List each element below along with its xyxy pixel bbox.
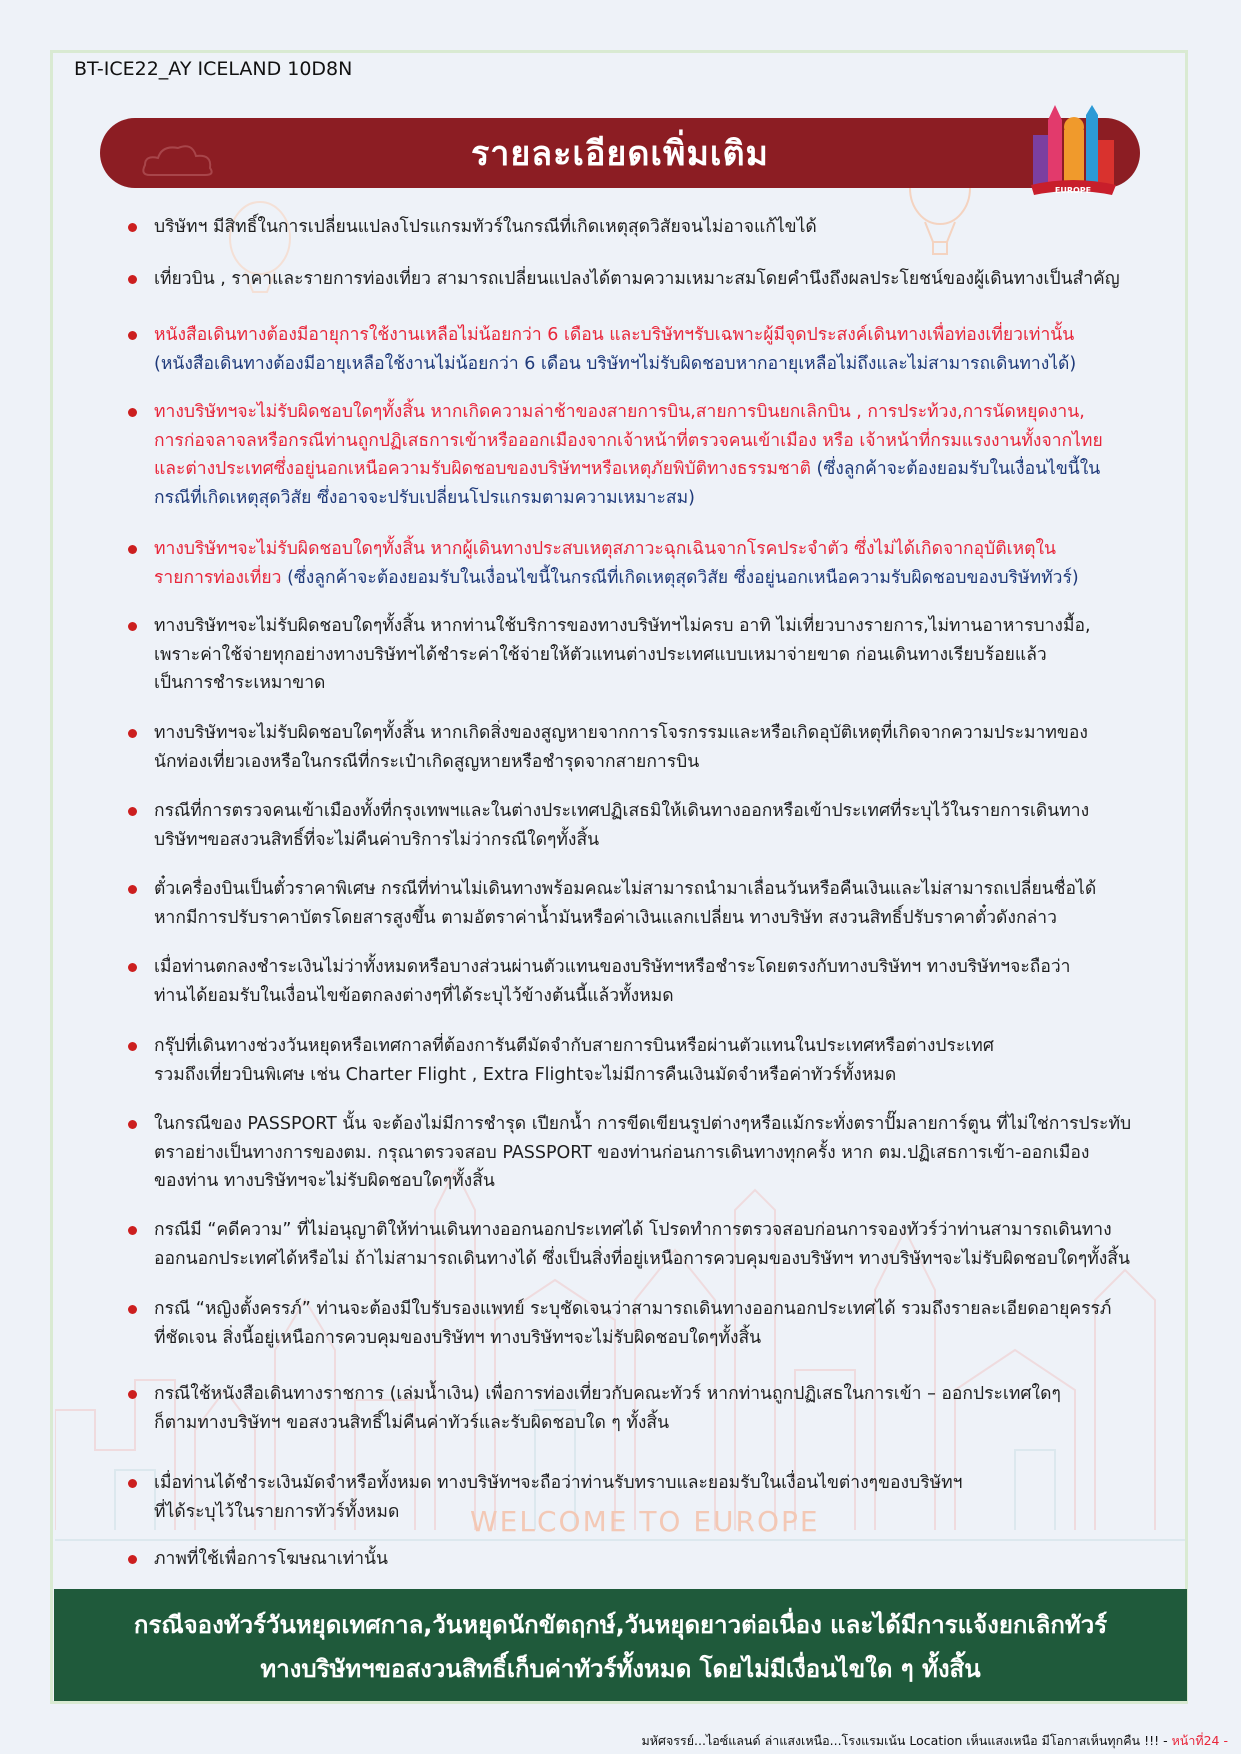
bullet-icon bbox=[128, 223, 137, 232]
item-text-segment: เพราะค่าใช้จ่ายทุกอย่างทางบริษัทฯได้ชำระค่าใช้จ่ายให้ตัวแทนต่างประเทศแบบเหมาจ่ายขาด ก่อนเดินทางเรียบร้อยแล้ว bbox=[154, 644, 1047, 665]
item-text bbox=[154, 612, 1091, 698]
item-text bbox=[154, 875, 1096, 932]
bullet-icon bbox=[128, 622, 137, 631]
item-line bbox=[154, 1545, 388, 1574]
item-line bbox=[154, 484, 1103, 513]
item-line bbox=[154, 1245, 1130, 1274]
item-text-segment: ที่ชัดเจน สิ่งนี้อยู่เหนือการควบคุมของบริษัทฯ ทางบริษัทฯจะไม่รับผิดชอบใดๆทั้งสิ้น bbox=[154, 1327, 762, 1348]
bullet-icon bbox=[128, 1226, 137, 1235]
item-text-segment: กรณีที่เกิดเหตุสุดวิสัย ซึ่งอาจจะปรับเปลี่ยนโปรแกรมตามความเหมาะสม) bbox=[154, 487, 695, 508]
bullet-icon bbox=[128, 408, 137, 417]
item-text-segment: รายการท่องเที่ยว bbox=[154, 567, 288, 588]
item-line bbox=[154, 1295, 1111, 1324]
item-line bbox=[154, 875, 1096, 904]
item-line bbox=[154, 826, 1089, 855]
bullet-icon bbox=[128, 1042, 137, 1051]
item-text-segment: ทางบริษัทฯจะไม่รับผิดชอบใดๆทั้งสิ้น หากเกิดสิ่งของสูญหายจากการโจรกรรมและหรือเกิดอุบัติเหตุที่เกิดจากความประมาทของ bbox=[154, 723, 1088, 743]
item-text-segment: ในกรณีของ PASSPORT นั้น จะต้องไม่มีการชำรุด เปียกน้ำ การขีดเขียนรูปต่างๆหรือแม้กระทั่งตราปั๊มลายการ์ตูน ที่ไม่ใช่การประทับ bbox=[154, 1114, 1132, 1134]
item-text-segment: เป็นการชำระเหมาขาด bbox=[154, 673, 326, 693]
bullet-icon bbox=[128, 1555, 137, 1564]
bullet-icon bbox=[128, 1120, 137, 1129]
bullet-icon bbox=[128, 275, 137, 284]
item-text-segment: กรณีใช้หนังสือเดินทางราชการ (เล่มน้ำเงิน) เพื่อการท่องเที่ยวกับคณะทัวร์ หากท่านถูกปฏิเสธในการเข้า – ออกประเทศใดๆ bbox=[154, 1384, 1061, 1404]
item-line bbox=[154, 398, 1103, 427]
page-title: รายละเอียดเพิ่มเติม bbox=[471, 134, 769, 174]
item-text-segment: ตั๋วเครื่องบินเป็นตั๋วราคาพิเศษ กรณีที่ท่านไม่เดินทางพร้อมคณะไม่สามารถนำมาเลื่อนวันหรือคืนเงินและไม่สามารถเปลี่ยนชื่อได้ bbox=[154, 879, 1097, 899]
bullet-icon bbox=[128, 1390, 137, 1399]
item-text bbox=[154, 1545, 388, 1574]
item-text-segment: ทางบริษัทฯจะไม่รับผิดชอบใดๆทั้งสิ้น หากเกิดความล่าช้าของสายการบิน,สายการบินยกเลิกบิน , การประท้วง,การนัดหยุดงาน, bbox=[154, 402, 1085, 422]
item-text-segment: กรณีมี “คดีความ” ที่ไม่อนุญาติให้ท่านเดินทางออกนอกประเทศได้ โปรดทำการตรวจสอบก่อนการจองทัวร์ว่าท่านสามารถเดินทาง bbox=[154, 1220, 1112, 1240]
item-line bbox=[154, 1324, 1111, 1353]
item-text-segment: เมื่อท่านได้ชำระเงินมัดจำหรือทั้งหมด ทางบริษัทฯจะถือว่าท่านรับทราบและยอมรับในเงื่อนไขต่างๆของบริษัทฯ bbox=[154, 1473, 963, 1493]
bullet-icon bbox=[128, 885, 137, 894]
page-number: หน้าที่24 - bbox=[1171, 1733, 1228, 1748]
item-line bbox=[154, 1139, 1131, 1168]
item-line bbox=[154, 350, 1076, 379]
item-line bbox=[154, 213, 817, 242]
item-text-segment: เมื่อท่านตกลงชำระเงินไม่ว่าทั้งหมดหรือบางส่วนผ่านตัวแทนของบริษัทฯหรือชำระโดยตรงกับทางบริษัทฯ ทางบริษัทฯจะถือว่า bbox=[154, 957, 1071, 977]
item-line bbox=[154, 535, 1079, 564]
item-text-segment: ของท่าน ทางบริษัทฯจะไม่รับผิดชอบใดๆทั้งสิ้น bbox=[154, 1171, 495, 1191]
item-text-segment: การก่อจลาจลหรือกรณีท่านถูกปฏิเสธการเข้าหรือออกเมืองจากเจ้าหน้าที่ตรวจคนเข้าเมือง หรือ เจ้าหน้าที่กรมแรงงานทั้งจากไทย bbox=[154, 430, 1103, 451]
item-text-segment: ตราอย่างเป็นทางการของตม. กรุณาตรวจสอบ PASSPORT ของท่านก่อนการเดินทางทุกครั้ง หาก ตม.ปฏิเสธการเข้า-ออกเมือง bbox=[154, 1142, 1090, 1163]
item-text-segment: และต่างประเทศซึ่งอยู่นอกเหนือความรับผิดชอบของบริษัทฯหรือเหตุภัยพิบัติทางธรรมชาติ bbox=[154, 459, 817, 479]
notice-line-2: ทางบริษัทฯขอสงวนสิทธิ์เก็บค่าทัวร์ทั้งหมด โดยไม่มีเงื่อนไขใด ๆ ทั้งสิ้น bbox=[260, 1655, 981, 1683]
item-text-segment: กรุ๊ปที่เดินทางช่วงวันหยุดหรือเทศกาลที่ต้องการันตีมัดจำกับสายการบินหรือผ่านตัวแทนในประเทศหรือต่างประเทศ bbox=[154, 1036, 994, 1056]
item-line bbox=[154, 1498, 963, 1527]
item-line bbox=[154, 669, 1091, 698]
item-line bbox=[154, 564, 1079, 593]
item-text-segment: กรณี “หญิงตั้งครรภ์” ท่านจะต้องมีใบรับรองแพทย์ ระบุชัดเจนว่าสามารถเดินทางออกนอกประเทศได้ รวมถึงรายละเอียดอายุครรภ์ bbox=[154, 1299, 1112, 1319]
europe-badge-icon bbox=[1028, 105, 1118, 200]
item-text-segment: ก็ตามทางบริษัทฯ ขอสงวนสิทธิ์ไม่คืนค่าทัวร์และรับผิดชอบใด ๆ ทั้งสิ้น bbox=[154, 1412, 670, 1433]
item-text-segment: (หนังสือเดินทางต้องมีอายุเหลือใช้งานไม่น้อยกว่า 6 เดือน บริษัทฯไม่รับผิดชอบหากอายุเหลือไม่ถึงและไม่สามารถเดินทางได้) bbox=[154, 353, 1077, 374]
bullet-icon bbox=[128, 545, 137, 554]
title-banner bbox=[100, 118, 1140, 188]
bullet-icon bbox=[128, 1305, 137, 1314]
item-text-segment: (ซึ่งลูกค้าจะต้องยอมรับในเงื่อนไขนี้ในกรณีที่เกิดเหตุสุดวิสัย ซึ่งอยู่นอกเหนือความรับผิดชอบของบริษัททัวร์) bbox=[287, 567, 1079, 588]
item-text bbox=[154, 398, 1103, 512]
welcome-watermark: WELCOME TO EUROPE bbox=[470, 1505, 820, 1538]
document-code: BT-ICE22_AY ICELAND 10D8N bbox=[74, 58, 353, 80]
item-line bbox=[154, 1380, 1061, 1409]
item-text-segment: ที่ได้ระบุไว้ในรายการทัวร์ทั้งหมด bbox=[154, 1501, 400, 1522]
item-text-segment: เที่ยวบิน , ราคาและรายการท่องเที่ยว สามารถเปลี่ยนแปลงได้ตามความเหมาะสมโดยคำนึงถึงผลประโยชน์ของผู้เดินทางเป็นสำคัญ bbox=[154, 269, 1120, 289]
item-text-segment: รวมถึงเที่ยวบินพิเศษ เช่น Charter Flight , Extra Flightจะไม่มีการคืนเงินมัดจำหรือค่าทัวร์ทั้งหมด bbox=[154, 1064, 897, 1085]
item-text-segment: (ซึ่งลูกค้าจะต้องยอมรับในเงื่อนไขนี้ใน bbox=[816, 459, 1101, 479]
item-text bbox=[154, 1469, 963, 1526]
bullet-icon bbox=[128, 1479, 137, 1488]
item-text bbox=[154, 719, 1088, 776]
item-text-segment: นักท่องเที่ยวเองหรือในกรณีที่กระเป๋าเกิดสูญหายหรือชำรุดจากสายการบิน bbox=[154, 751, 700, 772]
bullet-icon bbox=[128, 963, 137, 972]
item-line bbox=[154, 953, 1071, 982]
item-line bbox=[154, 797, 1089, 826]
item-line bbox=[154, 1061, 994, 1090]
cancellation-notice-banner bbox=[54, 1589, 1187, 1701]
item-text bbox=[154, 1380, 1061, 1437]
notice-line-1: กรณีจองทัวร์วันหยุดเทศกาล,วันหยุดนักขัตฤกษ์,วันหยุดยาวต่อเนื่อง และได้มีการแจ้งยกเลิกทัวร์ bbox=[133, 1611, 1108, 1639]
item-text-segment: บริษัทฯ มีสิทธิ์ในการเปลี่ยนแปลงโปรแกรมทัวร์ในกรณีที่เกิดเหตุสุดวิสัยจนไม่อาจแก้ไขได้ bbox=[154, 217, 817, 237]
item-line bbox=[154, 1216, 1130, 1245]
footer-text: มหัศจรรย์...ไอซ์แลนด์ ล่าแสงเหนือ...โรงแรมเน้น Location เห็นแสงเหนือ มีโอกาสเห็นทุกคืน !!! - bbox=[641, 1733, 1172, 1748]
item-line bbox=[154, 1409, 1061, 1438]
item-text bbox=[154, 797, 1089, 854]
item-text bbox=[154, 535, 1079, 592]
item-text-segment: บริษัทฯขอสงวนสิทธิ์ที่จะไม่คืนค่าบริการไม่ว่ากรณีใดๆทั้งสิ้น bbox=[154, 829, 600, 850]
item-text bbox=[154, 213, 817, 242]
item-line bbox=[154, 1167, 1131, 1196]
item-line bbox=[154, 1469, 963, 1498]
item-text bbox=[154, 265, 1120, 294]
bullet-icon bbox=[128, 729, 137, 738]
item-line bbox=[154, 265, 1120, 294]
item-text-segment: ท่านได้ยอมรับในเงื่อนไขข้อตกลงต่างๆที่ได้ระบุไว้ข้างต้นนี้แล้วทั้งหมด bbox=[154, 985, 674, 1006]
cloud-icon bbox=[140, 140, 220, 180]
badge-text: EUROPE bbox=[1054, 186, 1092, 195]
item-line bbox=[154, 719, 1088, 748]
item-text-segment: ออกนอกประเทศได้หรือไม่ ถ้าไม่สามารถเดินทางได้ ซึ่งเป็นสิ่งที่อยู่เหนือการควบคุมของบริษัทฯ ทางบริษัทฯจะไม่รับผิดชอบใดๆทั้งสิ้น bbox=[154, 1248, 1130, 1269]
item-line bbox=[154, 1032, 994, 1061]
item-line bbox=[154, 641, 1091, 670]
item-text-segment: หากมีการปรับราคาบัตรโดยสารสูงขึ้น ตามอัตราค่าน้ำมันหรือค่าเงินแลกเปลี่ยน ทางบริษัท สงวนสิทธิ์ปรับราคาตั๋วดังกล่าว bbox=[154, 907, 1057, 928]
item-text bbox=[154, 1110, 1131, 1196]
bullet-icon bbox=[128, 331, 137, 340]
item-text-segment: ทางบริษัทฯจะไม่รับผิดชอบใดๆทั้งสิ้น หากผู้เดินทางประสบเหตุสภาวะฉุกเฉินจากโรคประจำตัว ซึ่งไม่ได้เกิดจากอุบัติเหตุใน bbox=[154, 539, 1057, 559]
item-line bbox=[154, 427, 1103, 456]
page-footer bbox=[642, 1731, 1228, 1751]
item-line bbox=[154, 904, 1096, 933]
item-text bbox=[154, 953, 1071, 1010]
bullet-icon bbox=[128, 807, 137, 816]
item-text-segment: ภาพที่ใช้เพื่อการโฆษณาเท่านั้น bbox=[154, 1549, 388, 1569]
item-text-segment: กรณีที่การตรวจคนเข้าเมืองทั้งที่กรุงเทพฯและในต่างประเทศปฏิเสธมิให้เดินทางออกหรือเข้าประเทศที่ระบุไว้ในรายการเดินทาง bbox=[154, 801, 1090, 821]
item-line bbox=[154, 982, 1071, 1011]
item-text-segment: หนังสือเดินทางต้องมีอายุการใช้งานเหลือไม่น้อยกว่า 6 เดือน และบริษัทฯรับเฉพาะผู้มีจุดประสงค์เดินทางเพื่อท่องเที่ยวเท่านั้น bbox=[154, 325, 1075, 345]
item-line bbox=[154, 612, 1091, 641]
item-line bbox=[154, 321, 1076, 350]
item-line bbox=[154, 1110, 1131, 1139]
item-text bbox=[154, 1295, 1111, 1352]
item-text bbox=[154, 1032, 994, 1089]
item-text bbox=[154, 321, 1076, 378]
item-text bbox=[154, 1216, 1130, 1273]
item-text-segment: ทางบริษัทฯจะไม่รับผิดชอบใดๆทั้งสิ้น หากท่านใช้บริการของทางบริษัทฯไม่ครบ อาทิ ไม่เที่ยวบางรายการ,ไม่ทานอาหารบางมื้อ, bbox=[154, 616, 1091, 636]
item-line bbox=[154, 455, 1103, 484]
item-line bbox=[154, 748, 1088, 777]
